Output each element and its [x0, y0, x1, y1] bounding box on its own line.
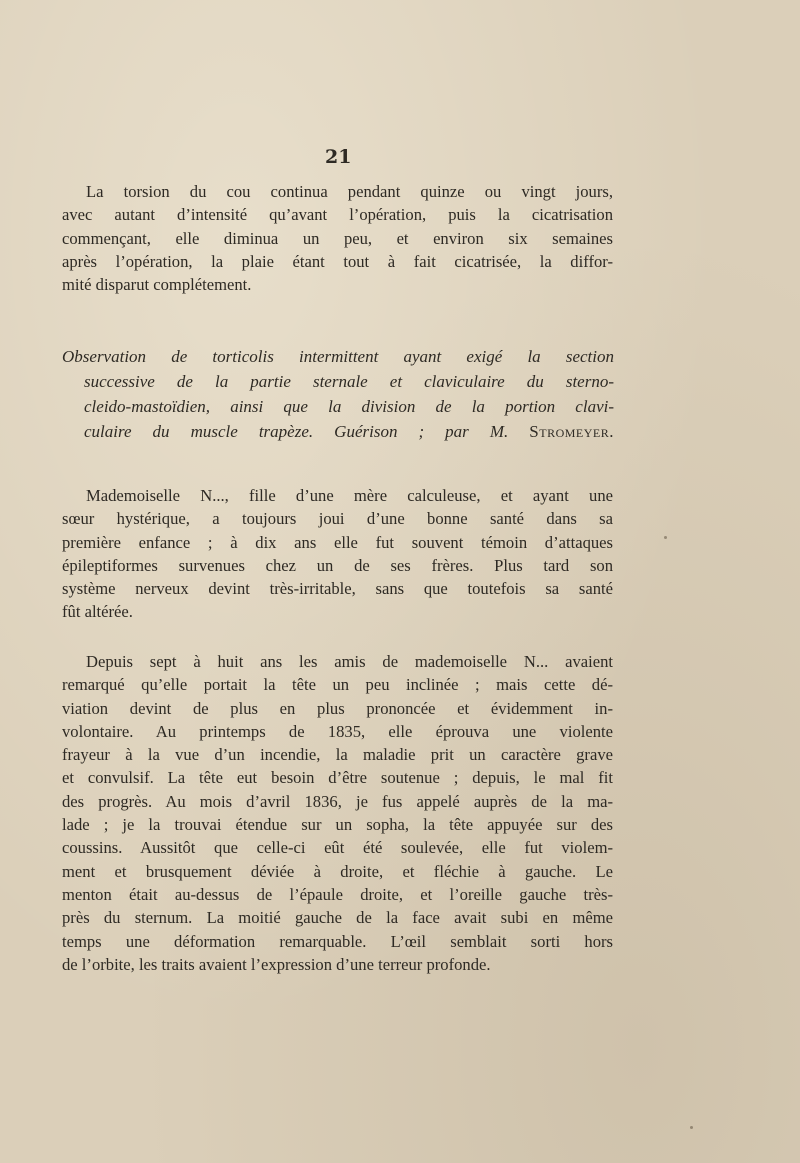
observation-title	[62, 344, 614, 444]
text-line: Mademoiselle N..., fille d’une mère calculeuse, et ayant une	[86, 486, 613, 505]
page-number: 21	[325, 146, 352, 168]
paragraph-case-description	[62, 650, 613, 976]
text-line: Depuis sept à huit ans les amis de mademoiselle N... avaient	[86, 652, 613, 671]
text-line: commençant, elle diminua un peu, et environ six semaines	[62, 228, 613, 248]
paragraph-continuation	[62, 180, 613, 296]
text-line: ment et brusquement déviée à droite, et fléchie à gauche. Le	[62, 861, 613, 881]
title-line: cleido-mastoïdien, ainsi que la division de la portion clavi-	[84, 397, 614, 416]
text-line: près du sternum. La moitié gauche de la face avait subi en même	[62, 908, 613, 928]
text-line: première enfance ; à dix ans elle fut souvent témoin d’attaques	[62, 532, 613, 552]
text-line: de l’orbite, les traits avaient l’expression d’une terreur profonde.	[62, 954, 491, 974]
text-line: remarqué qu’elle portait la tête un peu inclinée ; mais cette dé-	[62, 675, 613, 695]
text-line: menton était au-dessus de l’épaule droite, et l’oreille gauche très-	[62, 884, 613, 904]
text-line: La torsion du cou continua pendant quinze ou vingt jours,	[86, 182, 613, 201]
paper-speck	[690, 1126, 693, 1129]
text-line: des progrès. Au mois d’avril 1836, je fus appelé auprès de la ma-	[62, 791, 613, 811]
text-line: viation devint de plus en plus prononcée et évidemment in-	[62, 698, 613, 718]
text-line: fût altérée.	[62, 602, 133, 622]
paragraph-patient-history	[62, 484, 613, 624]
text-line: volontaire. Au printemps de 1835, elle éprouva une violente	[62, 721, 613, 741]
text-line: épileptiformes survenues chez un de ses frères. Plus tard son	[62, 555, 613, 575]
text-line: frayeur à la vue d’un incendie, la maladie prit un caractère grave	[62, 745, 613, 765]
text-line: avec autant d’intensité qu’avant l’opération, puis la cicatrisation	[62, 205, 613, 225]
text-line: système nerveux devint très-irritable, sans que toutefois sa santé	[62, 579, 613, 599]
text-line: temps une déformation remarquable. L’œil semblait sorti hors	[62, 931, 613, 951]
text-line: sœur hystérique, a toujours joui d’une bonne santé dans sa	[62, 509, 613, 529]
text-line: après l’opération, la plaie étant tout à fait cicatrisée, la diffor-	[62, 251, 613, 271]
title-line: successive de la partie sternale et claviculaire du sterno-	[84, 372, 614, 391]
text-line: mité disparut complétement.	[62, 275, 252, 295]
text-line: et convulsif. La tête eut besoin d’être soutenue ; depuis, le mal fit	[62, 768, 613, 788]
paper-speck	[664, 536, 667, 539]
text-line: lade ; je la trouvai étendue sur un sopha, la tête appuyée sur des	[62, 815, 613, 835]
author-name: Stromeyer.	[529, 422, 615, 441]
title-line-last	[62, 419, 614, 444]
title-text: culaire du muscle trapèze. Guérison ; par M.	[84, 422, 509, 441]
title-line: Observation de torticolis intermittent ayant exigé la section	[62, 347, 614, 366]
text-line: coussins. Aussitôt que celle-ci eût été soulevée, elle fut violem-	[62, 838, 613, 858]
